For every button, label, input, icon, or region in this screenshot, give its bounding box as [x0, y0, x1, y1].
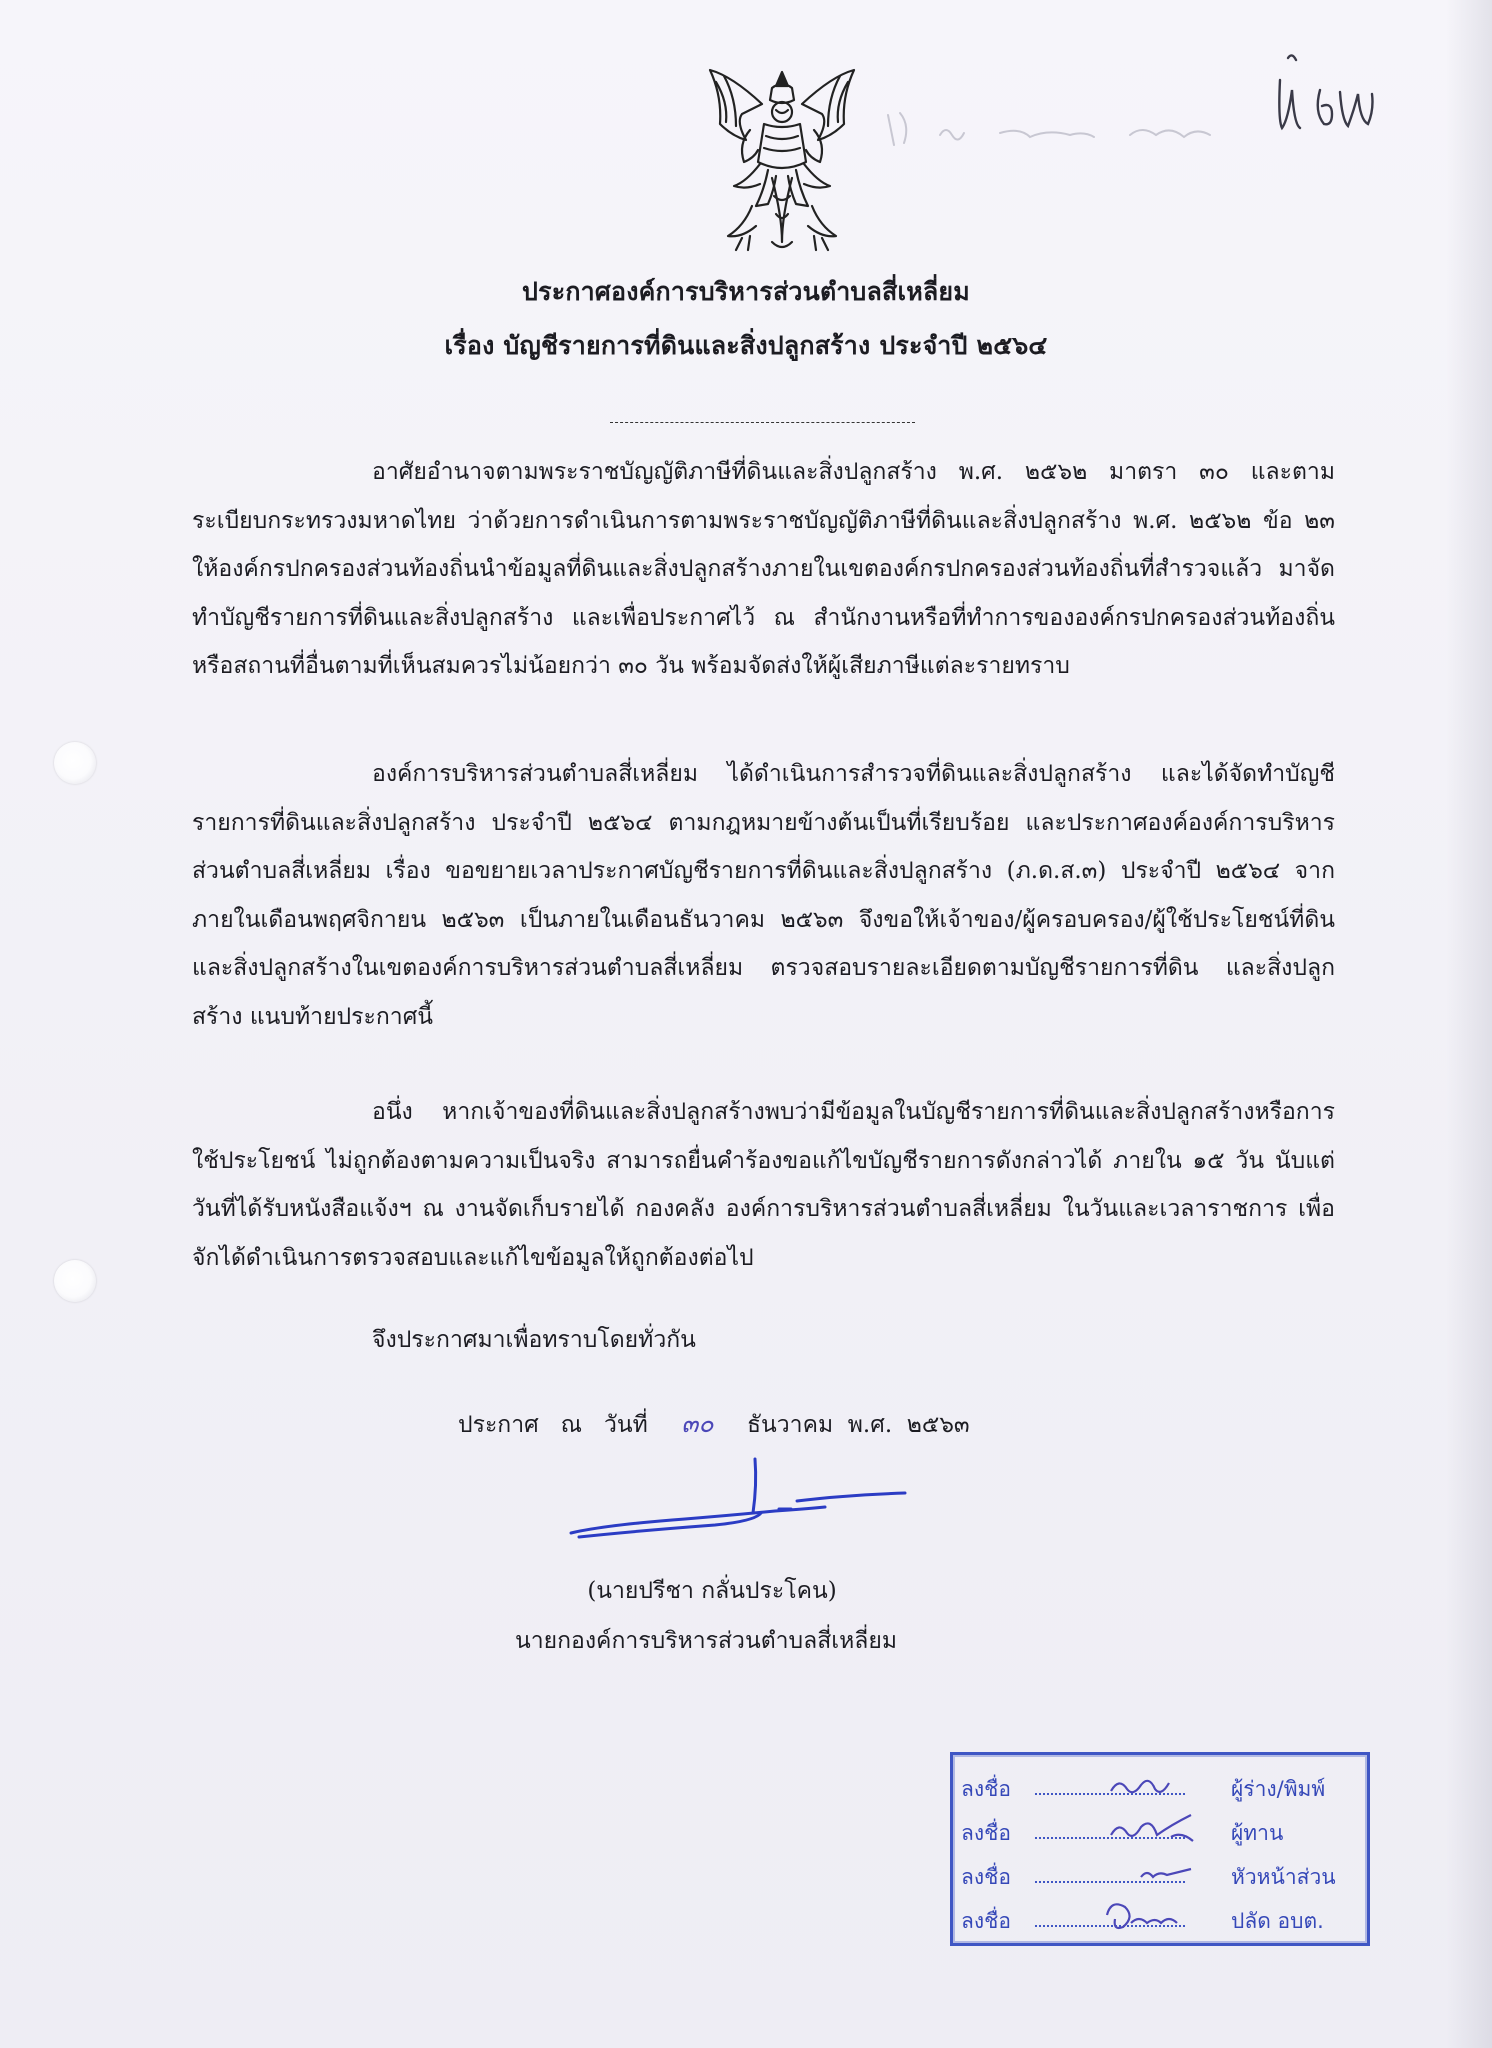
stamp-label: ลงชื่อ [961, 1821, 1011, 1845]
stamp-row-section-head [961, 1857, 1361, 1897]
initial-mark-2 [1101, 1807, 1221, 1847]
closing-statement: จึงประกาศมาเพื่อทราบโดยทั่วกัน [372, 1327, 696, 1353]
punch-hole-top [54, 742, 96, 784]
signer-title: นายกองค์การบริหารส่วนตำบลสี่เหลี่ยม [514, 1628, 898, 1654]
announce-prefix: ประกาศ ณ วันที่ [458, 1412, 648, 1438]
stamp-row-chief-officer [961, 1901, 1361, 1941]
body-paragraph-2: องค์การบริหารส่วนตำบลสี่เหลี่ยม ได้ดำเนินการสำรวจที่ดินและสิ่งปลูกสร้าง และได้จัดทำบัญชีรายการที่ดินและสิ่งปลูกสร้าง ประจำปี ๒๕๖๔ ตามกฎหมายข้างต้นเป็นที่เรียบร้อย และประกาศองค์องค์การบริหารส่วนตำบลสี่เหลี่ยม เรื่อง ขอขยายเวลาประกาศบัญชีรายการที่ดินและสิ่งปลูกสร้าง (ภ.ด.ส.๓) ประจำปี ๒๕๖๔ จากภายในเดือนพฤศจิกายน ๒๕๖๓ เป็นภายในเดือนธันวาคม ๒๕๖๓ จึงขอให้เจ้าของ/ผู้ครอบครอง/ผู้ใช้ประโยชน์ที่ดินและสิ่งปลูกสร้างในเขตองค์การบริหารส่วนตำบลสี่เหลี่ยม ตรวจสอบรายละเอียดตามบัญชีรายการที่ดิน และสิ่งปลูกสร้าง แนบท้ายประกาศนี้ [192, 761, 1335, 1030]
stamp-role: ผู้ทาน [1231, 1821, 1284, 1845]
signer-name: (นายปรีชา กลั่นประโคน) [587, 1578, 837, 1604]
document-title-line2: เรื่อง บัญชีรายการที่ดินและสิ่งปลูกสร้าง ประจำปี ๒๕๖๔ [444, 331, 1048, 360]
stamp-role: หัวหน้าส่วน [1231, 1865, 1336, 1889]
initial-mark-1 [1101, 1763, 1221, 1803]
approval-stamp [950, 1752, 1370, 1946]
margin-note-handwriting [1270, 35, 1380, 145]
title-divider [610, 422, 915, 423]
body-paragraph-1: อาศัยอำนาจตามพระราชบัญญัติภาษีที่ดินและสิ่งปลูกสร้าง พ.ศ. ๒๕๖๒ มาตรา ๓๐ และตามระเบียบกระทรวงมหาดไทย ว่าด้วยการดำเนินการตามพระราชบัญญัติภาษีที่ดินและสิ่งปลูกสร้าง พ.ศ. ๒๕๖๒ ข้อ ๒๓ ให้องค์กรปกครองส่วนท้องถิ่นนำข้อมูลที่ดินและสิ่งปลูกสร้างภายในเขตองค์กรปกครองส่วนท้องถิ่นที่สำรวจแล้ว มาจัดทำบัญชีรายการที่ดินและสิ่งปลูกสร้าง และเพื่อประกาศไว้ ณ สำนักงานหรือที่ทำการขององค์กรปกครองส่วนท้องถิ่น หรือสถานที่อื่นตามที่เห็นสมควรไม่น้อยกว่า ๓๐ วัน พร้อมจัดส่งให้ผู้เสียภาษีแต่ละรายทราบ [192, 459, 1335, 679]
initial-mark-3 [1101, 1851, 1221, 1891]
garuda-emblem-icon [702, 66, 862, 256]
initial-mark-4 [1101, 1895, 1221, 1935]
announce-day-handwritten: ๓๐ [681, 1409, 714, 1438]
document-title-line1: ประกาศองค์การบริหารส่วนตำบลสี่เหลี่ยม [522, 277, 970, 306]
announce-month-year: ธันวาคม พ.ศ. ๒๕๖๓ [747, 1412, 970, 1438]
signature-mark [565, 1455, 925, 1545]
stamp-label: ลงชื่อ [961, 1865, 1011, 1889]
stamp-label: ลงชื่อ [961, 1909, 1011, 1933]
stamp-role: ปลัด อบต. [1231, 1909, 1324, 1933]
stamp-row-reviewer [961, 1813, 1361, 1853]
punch-hole-bottom [54, 1260, 96, 1302]
body-paragraph-3: อนึ่ง หากเจ้าของที่ดินและสิ่งปลูกสร้างพบว่ามีข้อมูลในบัญชีรายการที่ดินและสิ่งปลูกสร้างหรือการใช้ประโยชน์ ไม่ถูกต้องตามความเป็นจริง สามารถยื่นคำร้องขอแก้ไขบัญชีรายการดังกล่าวได้ ภายใน ๑๕ วัน นับแต่วันที่ได้รับหนังสือแจ้งฯ ณ งานจัดเก็บรายได้ กองคลัง องค์การบริหารส่วนตำบลสี่เหลี่ยม ในวันและเวลาราชการ เพื่อจักได้ดำเนินการตรวจสอบและแก้ไขข้อมูลให้ถูกต้องต่อไป [192, 1099, 1335, 1271]
stamp-role: ผู้ร่าง/พิมพ์ [1231, 1777, 1326, 1801]
stamp-label: ลงชื่อ [961, 1777, 1011, 1801]
faint-pencil-note [880, 105, 1240, 155]
stamp-row-drafter [961, 1769, 1361, 1809]
announcement-date [458, 1404, 970, 1444]
margin-note-text: ปี ๖๔ [1270, 35, 1308, 54]
